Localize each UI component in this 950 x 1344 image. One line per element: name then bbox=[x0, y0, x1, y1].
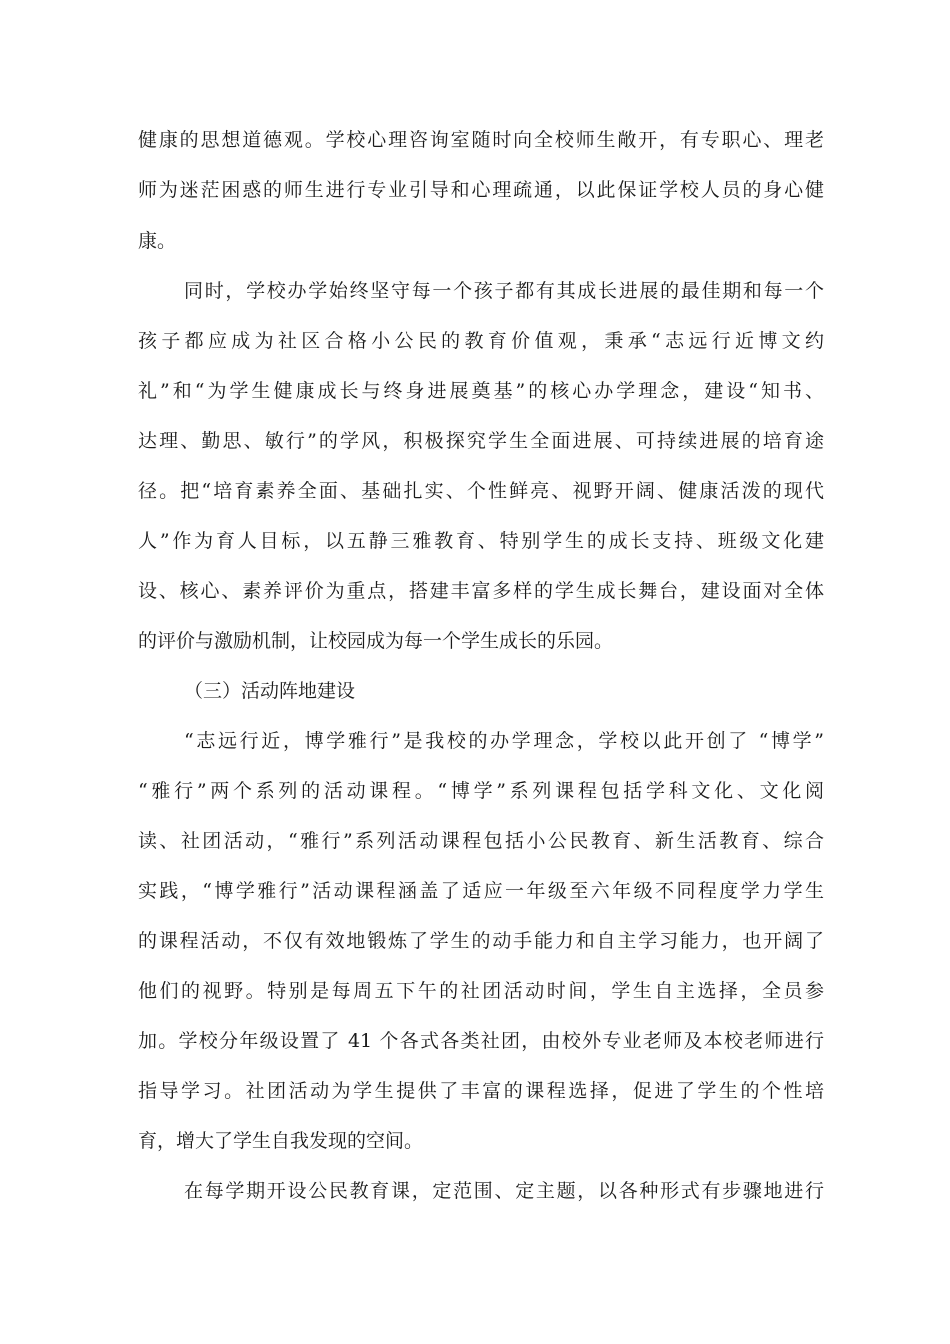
text-line: 实践，“博学雅行”活动课程涵盖了适应一年级至六年级不同程度学力学生 bbox=[138, 880, 824, 902]
text-line: 孩子都应成为社区合格小公民的教育价值观，秉承“志远行近博文约 bbox=[138, 330, 824, 352]
text-line: 径。把“培育素养全面、基础扎实、个性鲜亮、视野开阔、健康活泼的现代 bbox=[138, 480, 824, 502]
text-line: 康。 bbox=[138, 230, 177, 252]
text-line: 设、核心、素养评价为重点，搭建丰富多样的学生成长舞台，建设面对全体 bbox=[138, 580, 824, 602]
text-line: 加。学校分年级设置了 41 个各式各类社团，由校外专业老师及本校老师进行 bbox=[138, 1030, 824, 1052]
text-line: 的评价与激励机制，让校园成为每一个学生成长的乐园。 bbox=[138, 630, 614, 652]
section-heading: （三）活动阵地建设 bbox=[184, 680, 356, 702]
text-line: “雅行”两个系列的活动课程。“博学”系列课程包括学科文化、文化阅 bbox=[138, 780, 824, 802]
text-line: 健康的思想道德观。学校心理咨询室随时向全校师生敞开，有专职心、理老 bbox=[138, 129, 824, 151]
text-line: 人”作为育人目标，以五静三雅教育、特别学生的成长支持、班级文化建 bbox=[138, 530, 824, 552]
text-line: 达理、勤思、敏行”的学风，积极探究学生全面进展、可持续进展的培育途 bbox=[138, 430, 824, 452]
text-line: 礼”和“为学生健康成长与终身进展奠基”的核心办学理念，建设“知书、 bbox=[138, 380, 824, 402]
text-line: 在每学期开设公民教育课，定范围、定主题，以各种形式有步骤地进行 bbox=[184, 1180, 824, 1202]
text-line: 师为迷茫困惑的师生进行专业引导和心理疏通，以此保证学校人员的身心健 bbox=[138, 179, 824, 201]
text-line: 同时，学校办学始终坚守每一个孩子都有其成长进展的最佳期和每一个 bbox=[184, 280, 824, 302]
text-line: 读、社团活动，“雅行”系列活动课程包括小公民教育、新生活教育、综合 bbox=[138, 830, 824, 852]
text-line: 的课程活动，不仅有效地锻炼了学生的动手能力和自主学习能力，也开阔了 bbox=[138, 930, 824, 952]
text-line: 指导学习。社团活动为学生提供了丰富的课程选择，促进了学生的个性培 bbox=[138, 1080, 824, 1102]
text-line: 他们的视野。特别是每周五下午的社团活动时间，学生自主选择，全员参 bbox=[138, 980, 824, 1002]
text-line: 育，增大了学生自我发现的空间。 bbox=[138, 1130, 424, 1152]
text-line: “志远行近，博学雅行”是我校的办学理念，学校以此开创了 “博学” bbox=[184, 730, 824, 752]
